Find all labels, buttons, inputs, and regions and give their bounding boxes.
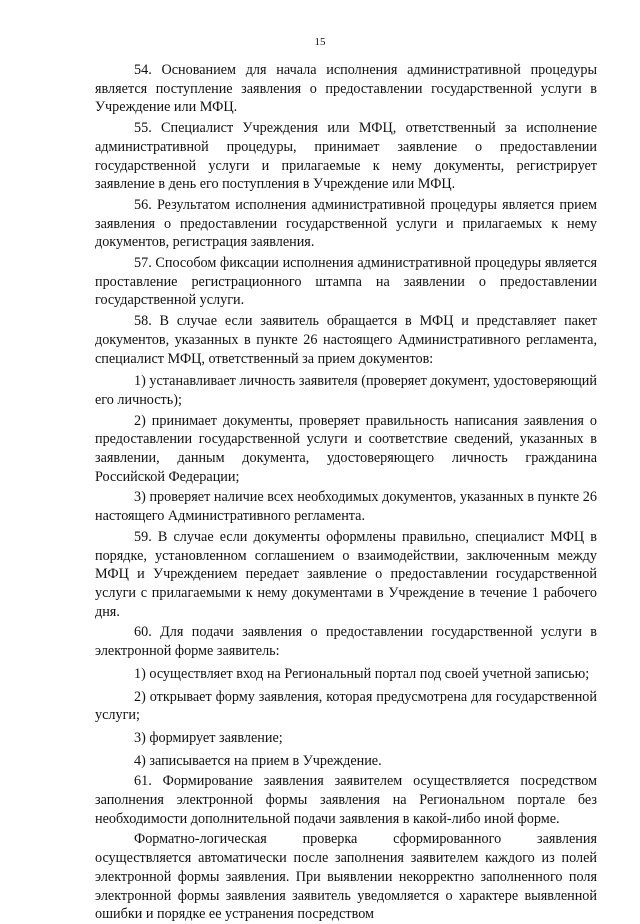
paragraph-57: 57. Способом фиксации исполнения административной процедуры является проставление регистрационного штампа на заявлении о предоставлении государственной услуги. [95,255,597,309]
list-item-60-3: 3) формирует заявление; [134,729,283,746]
list-item-58-2: 2) принимает документы, проверяет правильность написания заявления о предоставлении государственной услуги и соответствие сведений, указанных в заявлении, данным документа, удостоверяющего личность гражданина Российской Федерации; [95,412,597,485]
paragraph-56: 56. Результатом исполнения административной процедуры является прием заявления о предоставлении государственной услуги и прилагаемых к нему документов, регистрация заявления. [95,196,597,251]
list-item-58-1: 1) устанавливает личность заявителя (проверяет документ, удостоверяющий его личность); [95,373,597,408]
paragraph-60: 60. Для подачи заявления о предоставлении государственной услуги в электронной форме заявитель: [95,624,597,660]
paragraph-54: 54. Основанием для начала исполнения административной процедуры является поступление заявления о предоставлении государственной услуги в Учреждение или МФЦ. [95,62,597,116]
paragraph-58: 58. В случае если заявитель обращается в МФЦ и представляет пакет документов, указанных в пункте 26 настоящего Административного регламента, специалист МФЦ, ответственный за прием документов: [95,313,597,367]
paragraph-55: 55. Специалист Учреждения или МФЦ, ответственный за исполнение административной процедуры, принимает заявление о предоставлении государственной услуги и прилагаемые к нему документы, регистрирует заявление в день его поступления в Учреждение или МФЦ. [95,120,597,193]
document-body [95,61,597,924]
page-number: 15 [314,36,326,48]
paragraph-59: 59. В случае если документы оформлены правильно, специалист МФЦ в порядке, установленном соглашением о взаимодействии, заключенным между МФЦ и Учреждением передает заявление о предоставлении государственной услуги с прилагаемыми к нему документами в Учреждение в течение 1 рабочего дня. [95,528,597,620]
list-item-58-3: 3) проверяет наличие всех необходимых документов, указанных в пункте 26 настоящего Административного регламента. [95,489,597,525]
list-item-60-4: 4) записывается на прием в Учреждение. [134,752,382,769]
list-item-60-2: 2) открывает форму заявления, которая предусмотрена для государственной услуги; [95,688,597,724]
paragraph-format-check: Форматно-логическая проверка сформированного заявления осуществляется автоматически после заполнения заявителем каждого из полей электронной формы заявления. При выявлении некорректно заполненного поля электронной формы заявления заявитель уведомляется о характере выявленной ошибки и порядке ее устранения посредством [95,831,597,923]
paragraph-61: 61. Формирование заявления заявителем осуществляется посредством заполнения электронной формы заявления на Региональном портале без необходимости дополнительной подачи заявления в какой-либо иной форме. [95,773,597,827]
list-item-60-1: 1) осуществляет вход на Региональный портал под своей учетной записью; [134,665,590,682]
